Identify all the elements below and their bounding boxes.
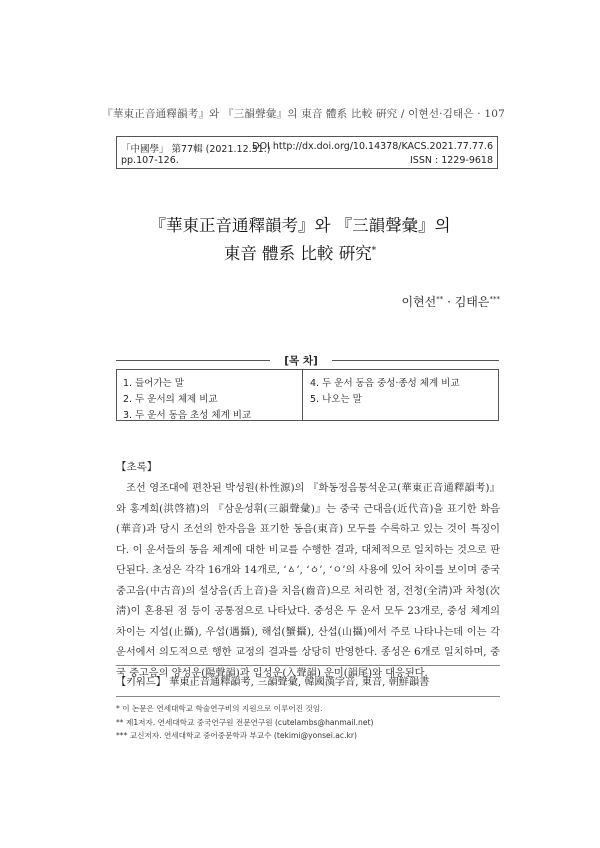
author-separator: · [447,295,451,309]
keywords-rule [116,665,500,666]
toc-rule-right [332,360,499,361]
author-2: 김태은 [454,295,490,309]
keywords-text: 華東正音通釋韻考, 三韻聲彙, 韓國漢字音, 東音, 朝鮮韻書 [169,677,430,688]
footnote: * 이 논문은 연세대학교 학술연구비의 지원으로 이루어진 것임. [116,704,323,713]
author-2-mark: *** [489,295,500,303]
toc-item: 1. 들어가는 말 [123,378,184,389]
abstract-text: 조선 영조대에 편찬된 박성원(朴性源)의 『화동정음통석운고(華東正音通釋韻考)』와 홍계희(洪啓禧)의 『삼운성휘(三韻聲彙)』는 중국 근대음(近代音)을 표기한 화음(華音)과 당시 조선의 한자음을 표기한 동음(東音) 모두를 수록하고 있는 것이 특징이다. 이 운서들의 동음 체계에 대한 비교를 수행한 결과, 대체적으로 일치하는 것으로 판단된다. 초성은 각각 16개와 14개로, ‘ㅿ’, ‘ㆁ’, ‘ㅇ’의 사용에 있어 차이를 보이며 중국 중고음(中古音)의 설상음(舌上音)을 치음(齒音)으로 처리한 점, 전청(全淸)과 차청(次淸)이 혼용된 점 등이 공통점으로 나타났다. 중성은 두 운서 모두 23개로, 중성 체계의 차이는 지섭(止攝), 우섭(遇攝), 해섭(蟹攝), 산섭(山攝)에서 주로 나타나는데 이는 각 운서에서 의도적으로 행한 교정의 결과를 상당히 반영한다. 종성은 6개로 일치하며, 중국 중고음의 양성운(陽聲韻)과 입성운(入聲韻) 운미(韻尾)와 대응된다. [116,483,500,679]
toc-item: 2. 두 운서의 체제 비교 [123,394,218,405]
footnote-rule [116,696,500,697]
toc-item: 5. 나오는 말 [310,394,362,405]
toc-heading: [목 차] [284,355,318,367]
title-footnote-mark: * [371,246,377,256]
author-1: 이현선 [401,295,437,309]
publication-meta-box [116,136,498,169]
doi-link[interactable]: DOI http://dx.doi.org/10.14378/KACS.2021.77.77.6 [252,141,493,152]
footnotes [116,702,500,743]
issn: ISSN : 1229-9618 [410,155,493,166]
abstract-body [116,479,500,684]
page-range: pp.107-126. [121,155,179,166]
journal-issue: 「中國學」 第77輯 (2021.12.31.) [121,144,271,155]
toc-column-divider [302,369,303,421]
keywords [116,673,500,688]
footnote: ** 제1저자. 연세대학교 중국연구원 전문연구원 (cutelambs@hanmail.net) [116,717,374,727]
toc-item: 3. 두 운서 동음 초성 체계 비교 [123,410,252,421]
running-head: 『華東正音通釋韻考』와 『三韻聲彙』의 東音 體系 比較 硏究 / 이현선·김태은 · 107 [102,108,505,120]
keywords-label: 【키워드】 [116,677,166,688]
author-1-mark: ** [436,295,444,303]
footnote: *** 교신저자. 연세대학교 중어중문학과 부교수 (tekimi@yonsei.ac.kr) [116,731,357,740]
authors [401,293,500,310]
table-of-contents [116,369,499,421]
abstract-label: 【초록】 [116,461,158,473]
paper-title-line2: 東音 體系 比較 硏究* [223,244,377,263]
paper-title-line1: 『華東正音通釋韻考』와 『三韻聲彙』의 [149,216,451,235]
toc-item: 4. 두 운서 동음 중성·종성 체계 비교 [310,378,460,389]
toc-rule-left [116,360,270,361]
